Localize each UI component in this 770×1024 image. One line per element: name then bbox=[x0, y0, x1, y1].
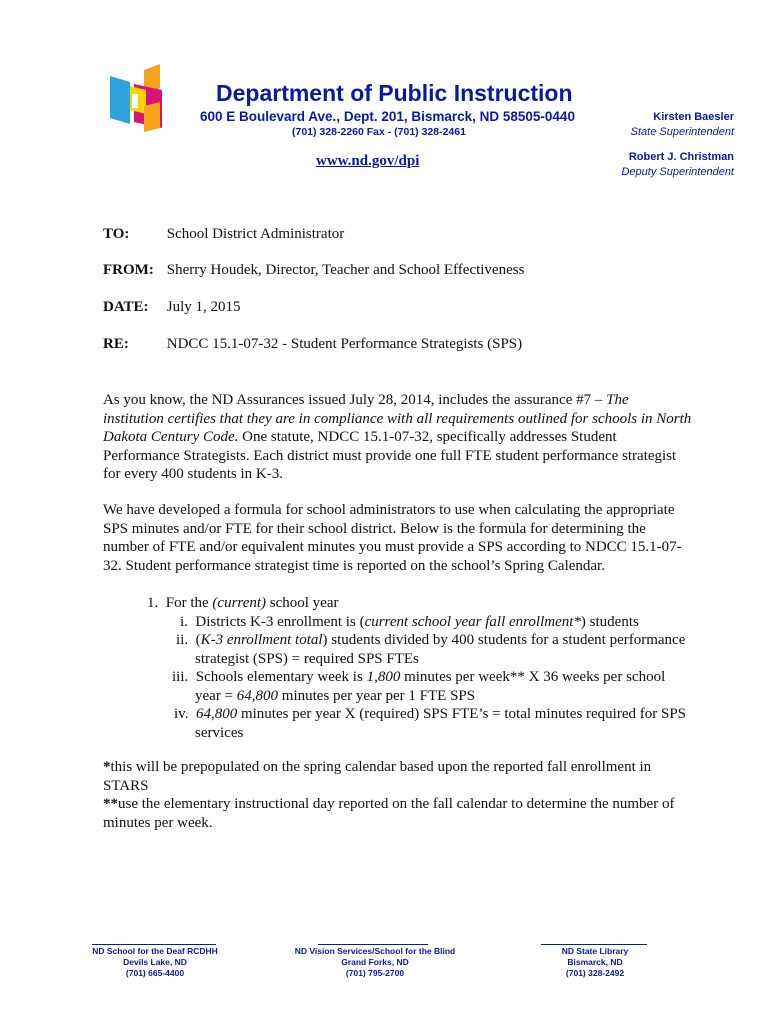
footer-name: ND School for the Deaf RCDHH bbox=[92, 946, 218, 956]
date-label: DATE: bbox=[103, 299, 149, 315]
item-italic: 1,800 bbox=[366, 669, 401, 685]
item-text: minutes per year X (required) SPS FTE’s = total minutes required for SPS bbox=[237, 706, 687, 722]
item-text: minutes per week** X 36 weeks per school bbox=[400, 669, 666, 685]
footnote-text: this will be prepopulated on the spring calendar based upon the reported fall enrollment in STARS bbox=[103, 759, 652, 794]
item-number: 1. bbox=[147, 595, 159, 611]
item-italic: 64,800 bbox=[236, 687, 279, 704]
org-title: Department of Public Instruction bbox=[216, 80, 573, 106]
footer-phone: (701) 795-2700 bbox=[345, 968, 405, 978]
item-text: ) students divided by 400 students for a student performance bbox=[322, 632, 686, 648]
item-italic: (current) bbox=[212, 595, 267, 611]
item-text: year = bbox=[195, 687, 237, 704]
footnote-mark: ** bbox=[103, 796, 118, 812]
to-value: School District Administrator bbox=[166, 226, 345, 242]
item-number: iii. bbox=[172, 669, 189, 685]
memo-re bbox=[103, 336, 522, 353]
footer-city: Bismarck, ND bbox=[567, 957, 623, 967]
item-italic: K-3 enrollment total bbox=[200, 632, 323, 648]
paragraph-assurance bbox=[103, 391, 693, 484]
memo-date bbox=[103, 299, 241, 316]
footnote-text: use the elementary instructional day reported on the fall calendar to determine the number of minutes per week. bbox=[103, 796, 675, 831]
date-value: July 1, 2015 bbox=[166, 299, 241, 315]
re-value: NDCC 15.1-07-32 - Student Performance Strategists (SPS) bbox=[166, 336, 523, 352]
list-item-continuation: strategist (SPS) = required SPS FTEs bbox=[195, 650, 419, 667]
item-text: minutes per year per 1 FTE SPS bbox=[278, 687, 476, 704]
paragraph-formula-intro bbox=[103, 501, 693, 575]
item-text: ) students bbox=[580, 613, 639, 630]
item-text: Districts K-3 enrollment is ( bbox=[195, 613, 365, 630]
item-text: ( bbox=[195, 632, 201, 648]
item-italic: 64,800 bbox=[195, 706, 238, 722]
item-text: For the bbox=[165, 595, 213, 611]
footer-divider bbox=[92, 944, 216, 945]
footer-school-deaf bbox=[80, 946, 230, 979]
footer-city: Grand Forks, ND bbox=[341, 957, 409, 967]
footnote-minutes bbox=[103, 795, 693, 832]
formula-list bbox=[103, 594, 703, 742]
list-item bbox=[103, 594, 703, 613]
footer-divider bbox=[541, 944, 647, 945]
list-item-continuation: services bbox=[195, 724, 244, 741]
official-title: State Superintendent bbox=[630, 126, 734, 138]
footer-state-library bbox=[530, 946, 660, 979]
footer-vision-services bbox=[280, 946, 470, 979]
para1-rest: One statute, NDCC 15.1-07-32, specifically addresses Student Performance Strategists. Each district must provide one full FTE student performance strategist for every 400 students in K-3. bbox=[103, 429, 677, 482]
to-label: TO: bbox=[103, 226, 130, 242]
from-label: FROM: bbox=[103, 262, 154, 278]
re-label: RE: bbox=[103, 336, 129, 352]
item-number: i. bbox=[180, 613, 188, 630]
footer-divider bbox=[318, 944, 428, 945]
list-item bbox=[103, 668, 703, 687]
footnote-enrollment bbox=[103, 758, 693, 795]
from-value: Sherry Houdek, Director, Teacher and School Effectiveness bbox=[166, 262, 525, 278]
org-phone-fax: (701) 328-2260 Fax - (701) 328-2461 bbox=[292, 126, 466, 138]
item-text: Schools elementary week is bbox=[195, 669, 367, 685]
official-name: Robert J. Christman bbox=[628, 151, 734, 163]
footnote-mark: * bbox=[103, 759, 111, 775]
list-item-continuation bbox=[103, 687, 703, 706]
footnotes bbox=[103, 758, 693, 832]
item-number: iv. bbox=[174, 706, 189, 722]
footer-name: ND Vision Services/School for the Blind bbox=[294, 946, 456, 956]
website-link[interactable]: www.nd.gov/dpi bbox=[316, 153, 420, 169]
official-name: Kirsten Baesler bbox=[653, 111, 734, 123]
memo-to bbox=[103, 226, 344, 243]
footer-name: ND State Library bbox=[561, 946, 629, 956]
dpi-logo bbox=[104, 62, 168, 134]
list-item bbox=[103, 631, 703, 650]
para2-text: We have developed a formula for school administrators to use when calculating the appropriate SPS minutes and/or FTE for their school district. Below is the formula for determining the number of FTE and/or equivalent minutes you must provide a SPS according to NDCC 15.1-07-32. Student performance strategist time is reported on the school’s Spring Calendar. bbox=[103, 502, 682, 574]
org-address: 600 E Boulevard Ave., Dept. 201, Bismarck, ND 58505-0440 bbox=[200, 109, 575, 124]
memo-from bbox=[103, 262, 524, 279]
item-italic: current school year fall enrollment* bbox=[364, 613, 581, 630]
official-deputy bbox=[534, 150, 734, 180]
footer-city: Devils Lake, ND bbox=[123, 957, 187, 967]
official-title: Deputy Superintendent bbox=[621, 166, 734, 178]
official-superintendent bbox=[534, 110, 734, 140]
para1-italic: The institution certifies that they are in compliance with all requirements outlined for schools in North Dakota Century Code. bbox=[103, 392, 692, 445]
footer-phone: (701) 665-4400 bbox=[125, 968, 185, 978]
item-text: school year bbox=[266, 595, 339, 611]
item-number: ii. bbox=[176, 632, 189, 648]
footer-phone: (701) 328-2492 bbox=[565, 968, 625, 978]
list-item bbox=[103, 613, 703, 632]
list-item bbox=[103, 705, 703, 724]
para1-intro: As you know, the ND Assurances issued July 28, 2014, includes the assurance #7 – bbox=[103, 392, 607, 408]
